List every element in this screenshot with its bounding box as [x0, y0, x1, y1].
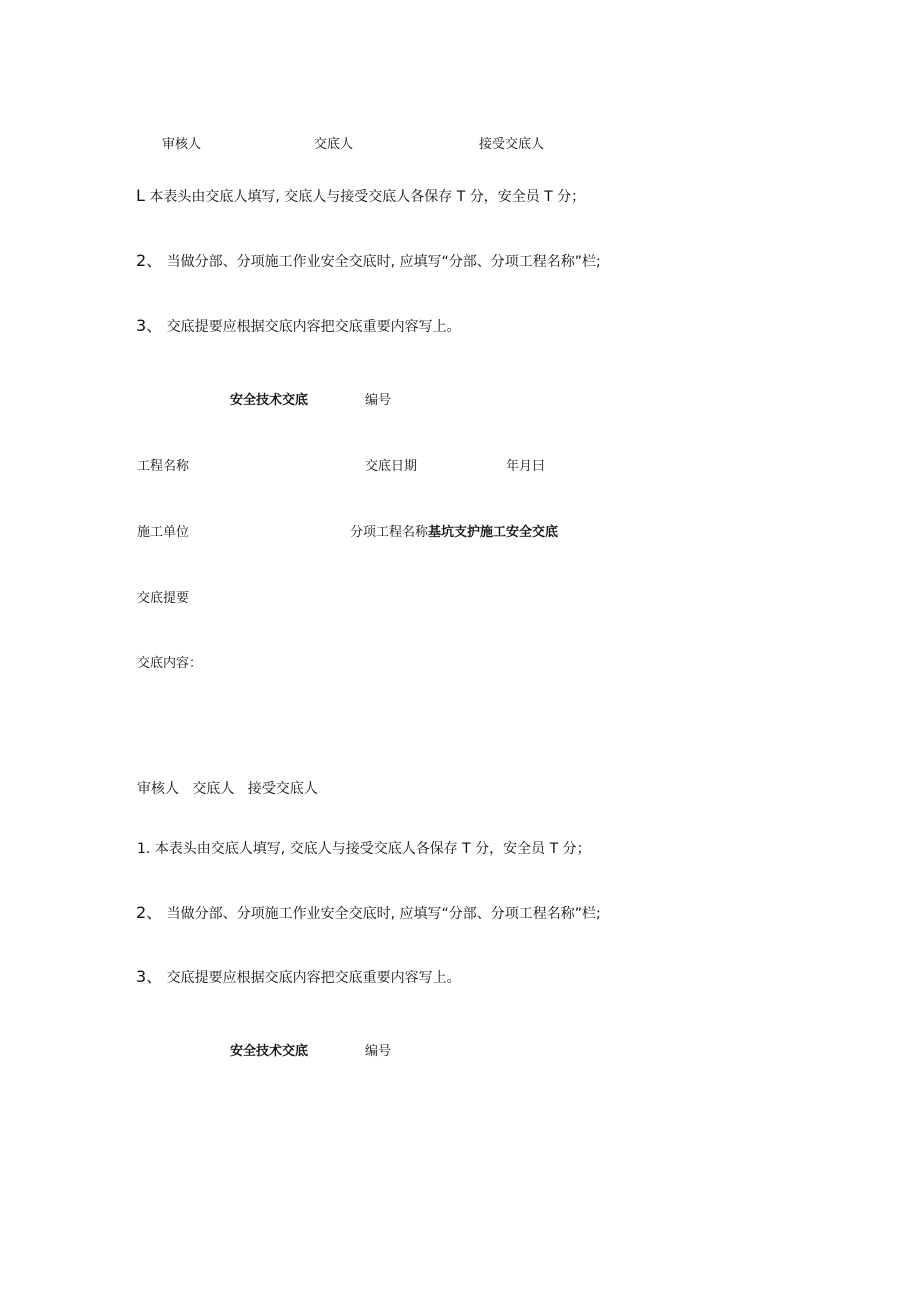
- form-title: 安全技术交底: [230, 393, 309, 408]
- note-2-number: 2、: [136, 251, 163, 270]
- note-2-3-number: 3、: [136, 967, 163, 986]
- discloser-label: 交底人: [314, 137, 354, 152]
- note-2-2-text: 当做分部、分项施工作业安全交底时, 应填写“分部、分项工程名称”栏;: [166, 906, 601, 922]
- note-2-1-number: 1.: [137, 841, 151, 857]
- subproject-field: [350, 526, 558, 539]
- note-1-text: 本表头由交底人填写, 交底人与接受交底人各保存 T 分，安全员 T 分；: [149, 189, 586, 205]
- project-name-label: 工程名称: [137, 459, 190, 474]
- note-3-number: 3、: [136, 316, 163, 335]
- subproject-label: 分项工程名称: [350, 525, 429, 540]
- date-placeholder: 年月曰: [506, 459, 546, 474]
- form-title-2: 安全技术交底: [230, 1044, 309, 1059]
- disclosure-date-label: 交底日期: [365, 459, 418, 474]
- content-label: 交底内容：: [137, 656, 203, 671]
- note-1-number: L: [136, 186, 145, 205]
- note-2-1-text: 本表头由交底人填写, 交底人与接受交底人各保存 T 分，安全员 T 分；: [154, 841, 591, 857]
- note-2-2-number: 2、: [136, 903, 163, 922]
- note-3: [136, 318, 461, 334]
- form-number-label: 编号: [365, 393, 392, 408]
- note-1: [136, 188, 585, 204]
- summary-label: 交底提要: [137, 591, 190, 606]
- signoff-line-2: 审核人 交底人 接受交底人: [137, 781, 318, 797]
- construction-unit-label: 施工单位: [137, 525, 190, 540]
- note-3-text: 交底提要应根据交底内容把交底重要内容写上。: [166, 319, 461, 335]
- form-number-label-2: 编号: [365, 1044, 392, 1059]
- receiver-label: 接受交底人: [479, 137, 545, 152]
- note-2-3-text: 交底提要应根据交底内容把交底重要内容写上。: [166, 970, 461, 986]
- note-2-2: [136, 905, 601, 921]
- note-2-1: [137, 842, 591, 856]
- reviewer-label: 审核人: [162, 137, 202, 152]
- subproject-value: 基坑支护施工安全交底: [428, 525, 559, 540]
- note-2-3: [136, 969, 461, 985]
- note-2-text: 当做分部、分项施工作业安全交底时, 应填写“分部、分项工程名称”栏;: [166, 254, 601, 270]
- note-2: [136, 253, 601, 269]
